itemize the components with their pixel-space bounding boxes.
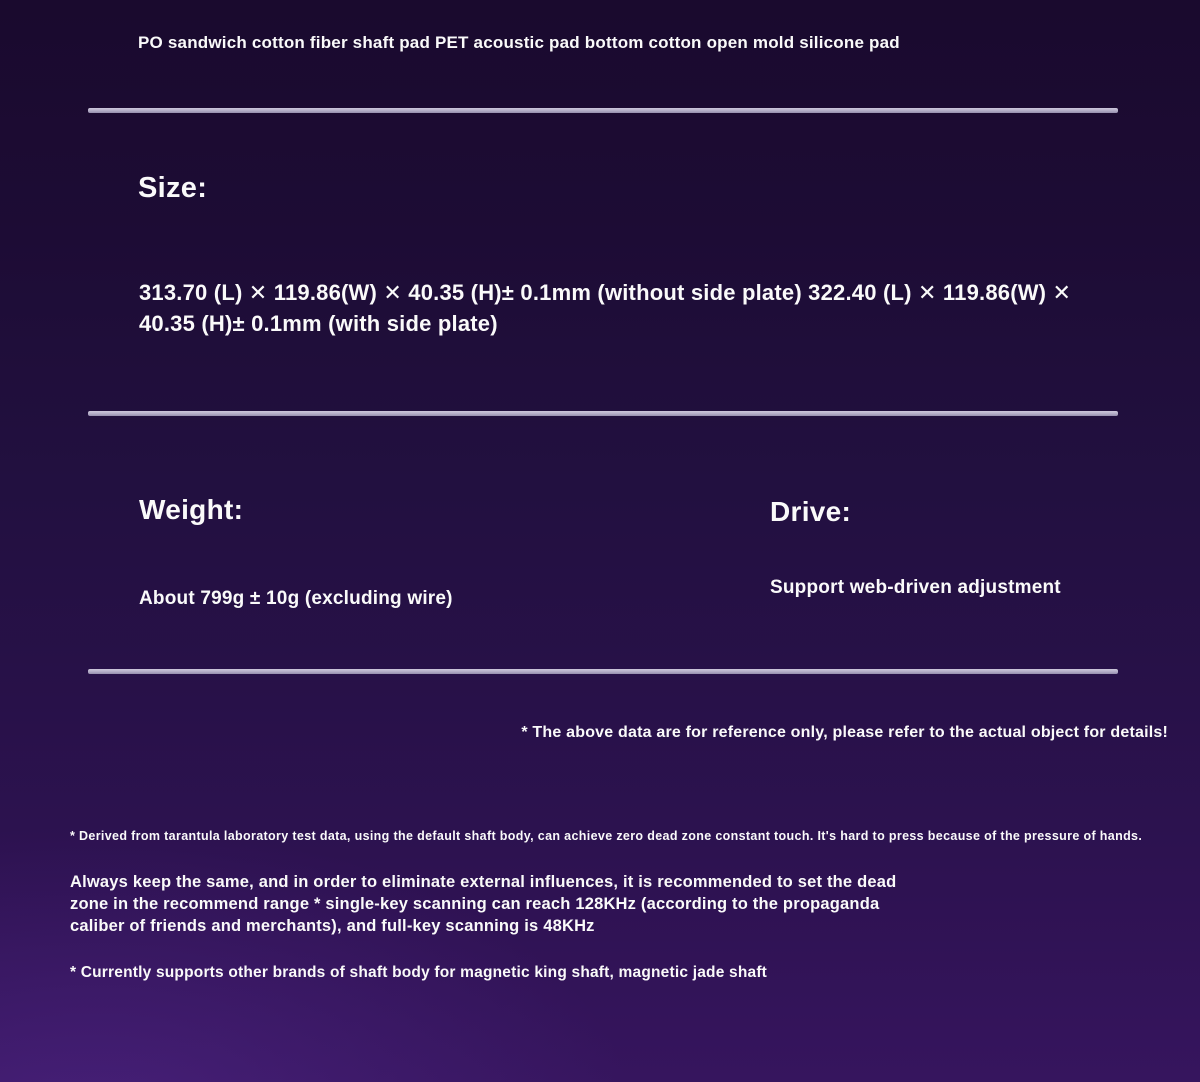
drive-value: Support web-driven adjustment bbox=[770, 577, 1061, 598]
size-section-heading: Size: bbox=[138, 172, 208, 204]
shaft-compatibility-note: * Currently supports other brands of shaft body for magnetic king shaft, magnetic jade shaft bbox=[70, 964, 768, 981]
divider-top bbox=[88, 108, 1118, 113]
drive-section-heading: Drive: bbox=[770, 496, 852, 527]
divider-middle bbox=[88, 411, 1118, 416]
size-value: 313.70 (L) ✕ 119.86(W) ✕ 40.35 (H)± 0.1mm (without side plate) 322.40 (L) ✕ 119.86(W) ✕ 40.35 (H)± 0.1mm (with side plate) bbox=[139, 280, 1078, 336]
reference-disclaimer-note: * The above data are for reference only, please refer to the actual object for details! bbox=[521, 724, 1168, 741]
scanning-rate-note: Always keep the same, and in order to eliminate external influences, it is recommended to set the dead zone in the recommend range * single-key scanning can reach 128KHz (according to the propaganda caliber of friends and merchants), and full-key scanning is 48KHz bbox=[70, 873, 902, 935]
page-title: PO sandwich cotton fiber shaft pad PET acoustic pad bottom cotton open mold silicone pad bbox=[138, 33, 900, 52]
divider-bottom bbox=[88, 669, 1118, 674]
weight-section-heading: Weight: bbox=[139, 494, 244, 525]
weight-value: About 799g ± 10g (excluding wire) bbox=[139, 588, 453, 609]
lab-test-data-note: * Derived from tarantula laboratory test data, using the default shaft body, can achieve zero dead zone constant touch. It's hard to press because of the pressure of hands. bbox=[70, 829, 1143, 843]
